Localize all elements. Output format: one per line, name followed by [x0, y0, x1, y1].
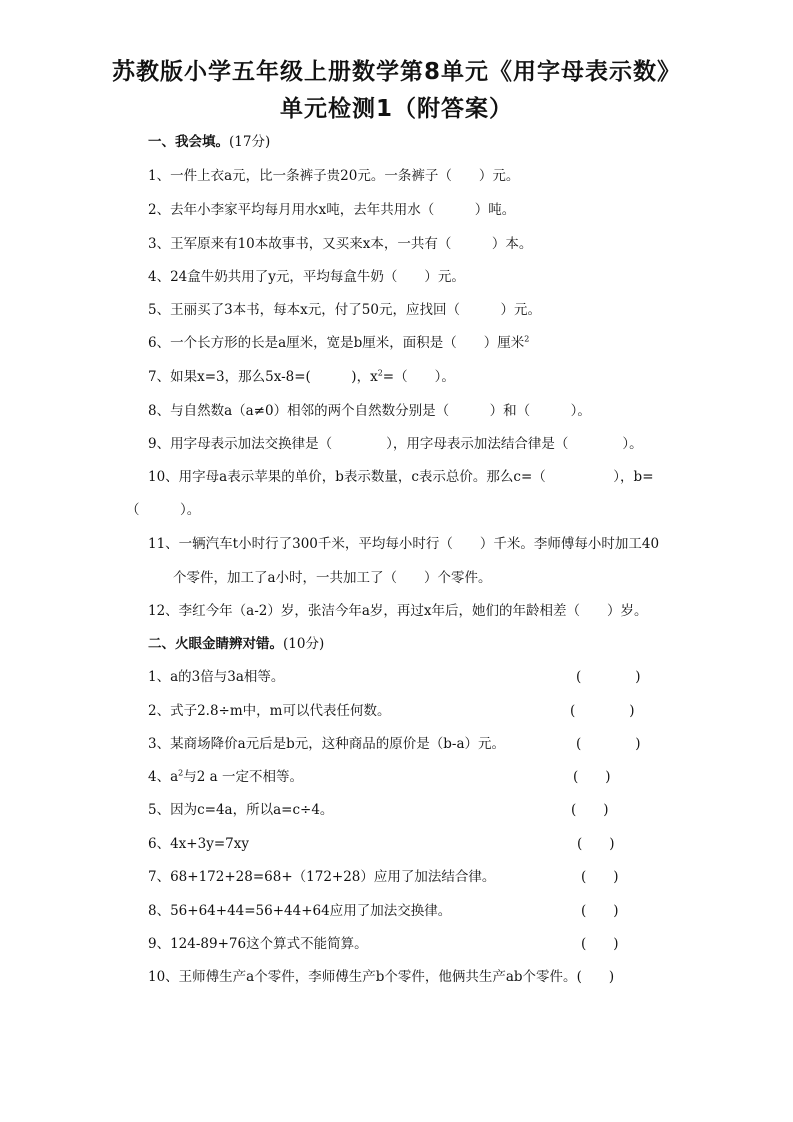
s1-q7-text-a: 7、如果x=3，那么5x-8=( )，x	[148, 369, 378, 385]
s2-q10-text: 10、王师傅生产a个零件，李师傅生产b个零件，他俩共生产ab个零件。	[148, 969, 577, 985]
s1-question-1: 1、一件上衣a元，比一条裤子贵20元。一条裤子（ ）元。	[148, 168, 520, 184]
s2-answer-blank-8[interactable]: ( )	[581, 903, 619, 919]
s2-answer-blank-1[interactable]: ( )	[576, 669, 641, 685]
s2-answer-blank-2[interactable]: ( )	[570, 703, 635, 719]
s2-answer-blank-7[interactable]: ( )	[581, 869, 619, 885]
s1-question-7	[148, 365, 455, 385]
s1-question-2: 2、去年小李家平均每月用水x吨，去年共用水（ ）吨。	[148, 202, 516, 218]
s1-question-11a: 11、一辆汽车t小时行了300千米，平均每小时行（ ）千米。李师傅每小时加工40	[148, 536, 660, 552]
section1-points: (17分)	[229, 134, 271, 150]
s1-question-10a: 10、用字母a表示苹果的单价，b表示数量，c表示总价。那么c=（ ），b=	[148, 469, 654, 485]
s1-q7-exponent: 2	[377, 368, 383, 378]
section2-points: (10分)	[283, 636, 325, 652]
s2-question-4	[148, 765, 303, 785]
s2-answer-blank-9[interactable]: ( )	[581, 936, 619, 952]
section1-title: 一、我会填。	[148, 134, 229, 150]
section1-heading	[148, 130, 270, 150]
s2-q4-text-b: 与2 a 一定不相等。	[183, 769, 303, 785]
s1-question-4: 4、24盒牛奶共用了y元，平均每盒牛奶（ ）元。	[148, 269, 465, 285]
s1-question-3: 3、王军原来有10本故事书，又买来x本，一共有（ ）本。	[148, 236, 533, 252]
section2-title: 二、火眼金睛辨对错。	[148, 636, 283, 652]
s2-question-1: 1、a的3倍与3a相等。	[148, 669, 285, 685]
s2-answer-blank-5[interactable]: ( )	[571, 802, 609, 818]
s1-question-10b: （ ）。	[126, 502, 201, 518]
s2-question-6: 6、4x+3y=7xy	[148, 836, 249, 852]
s1-question-9: 9、用字母表示加法交换律是（ ），用字母表示加法结合律是（ ）。	[148, 436, 643, 452]
s2-answer-blank-10[interactable]: ( )	[576, 969, 615, 985]
s2-question-8: 8、56+64+44=56+44+64应用了加法交换律。	[148, 903, 452, 919]
s2-answer-blank-4[interactable]: ( )	[573, 769, 611, 785]
page-subtitle: 单元检测1（附答案）	[279, 96, 513, 122]
s2-answer-blank-3[interactable]: ( )	[576, 736, 641, 752]
s2-question-10	[148, 965, 614, 985]
s1-question-6	[148, 331, 529, 351]
s2-question-9: 9、124-89+76这个算式不能简算。	[148, 936, 368, 952]
s2-question-7: 7、68+172+28=68+（172+28）应用了加法结合律。	[148, 869, 496, 885]
s1-question-11b: 个零件，加工了a小时，一共加工了（ ）个零件。	[173, 570, 492, 586]
s2-answer-blank-6[interactable]: ( )	[577, 836, 615, 852]
section2-heading	[148, 632, 324, 652]
s1-q7-text-b: =（ ）。	[382, 369, 455, 385]
s2-question-3: 3、某商场降价a元后是b元，这种商品的原价是（b-a）元。	[148, 736, 506, 752]
s2-q4-exponent: 2	[178, 768, 184, 778]
s2-question-5: 5、因为c=4a，所以a=c÷4。	[148, 802, 334, 818]
page-title: 苏教版小学五年级上册数学第8单元《用字母表示数》	[111, 59, 681, 85]
s1-question-5: 5、王丽买了3本书，每本x元，付了50元，应找回（ ）元。	[148, 302, 541, 318]
s1-q6-exponent: 2	[524, 334, 530, 344]
s1-q6-text: 6、一个长方形的长是a厘米，宽是b厘米，面积是（ ）厘米	[148, 335, 525, 351]
s1-question-8: 8、与自然数a（a≠0）相邻的两个自然数分别是（ ）和（ ）。	[148, 403, 591, 419]
s2-question-2: 2、式子2.8÷m中，m可以代表任何数。	[148, 703, 391, 719]
s2-q4-text-a: 4、a	[148, 769, 179, 785]
s1-question-12: 12、李红今年（a-2）岁，张洁今年a岁，再过x年后，她们的年龄相差（ ）岁。	[148, 603, 648, 619]
